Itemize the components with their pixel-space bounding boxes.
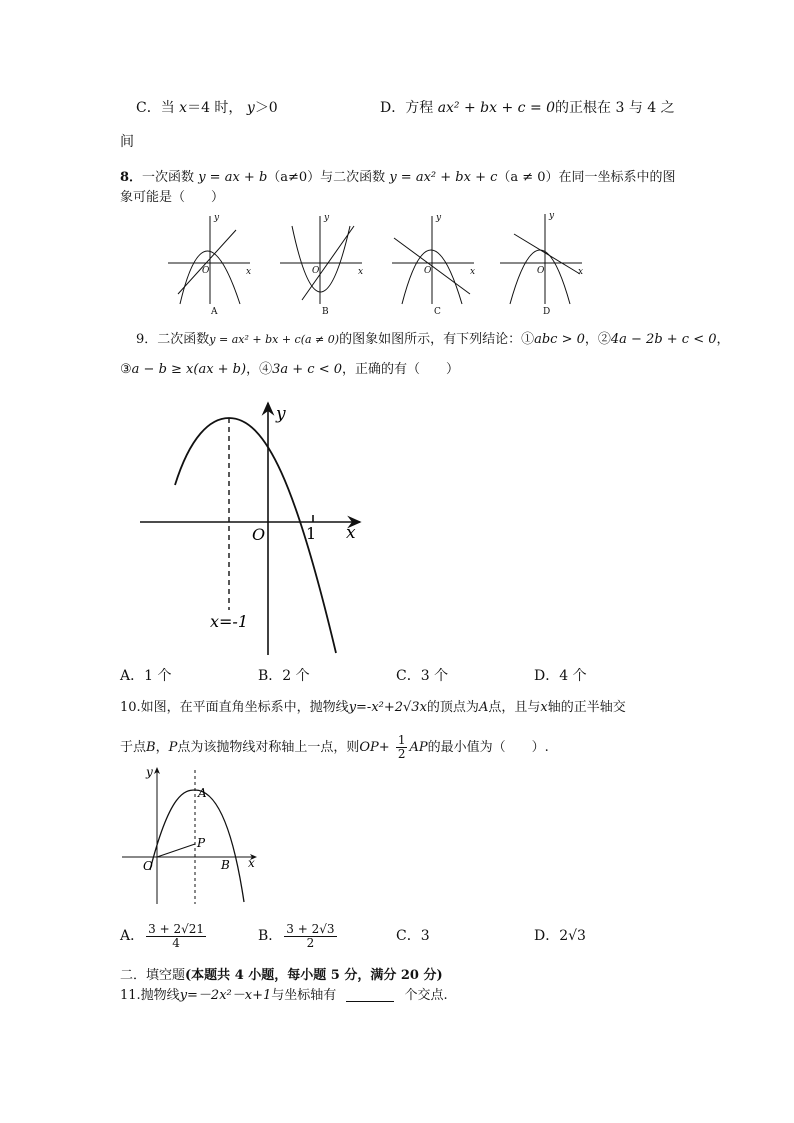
q8-b-o: O (312, 266, 320, 276)
q11-stem (120, 986, 448, 1006)
q7-d-equation: ax² + bx + c = 0 (437, 100, 556, 116)
q8-b-y: y (324, 213, 330, 223)
q7-c-eq: ＝4 时， (187, 100, 243, 116)
q9-option-a: A．1 个 (120, 668, 172, 684)
q10-b-pre: B． (258, 928, 283, 944)
q10-l2-end: 的最小值为（ ）. (427, 740, 549, 755)
q10-pre: 10.如图，在平面直角坐标系中，抛物线 (120, 700, 349, 715)
q9-label-x: x (346, 523, 356, 543)
q8-c-y: y (436, 213, 442, 223)
q7-d-prefix: D．方程 (380, 100, 434, 116)
q9-conclusion-3: a − b ≥ x(ax + b) (131, 362, 247, 377)
q7-c-x: x (179, 100, 188, 116)
q9-label-one: 1 (306, 524, 317, 543)
q8-cond2: （a ≠ 0）在同一坐标系中的图 (497, 170, 676, 185)
q8-label-b: B (322, 307, 329, 317)
q9-stem-line2 (120, 360, 459, 380)
q10-option-b (258, 920, 339, 952)
q9-conclusion-1: abc > 0 (534, 332, 585, 347)
q10-function: y=-x²+2√3x (348, 700, 427, 715)
q7-option-d (380, 98, 675, 118)
q9-pre: 9．二次函数 (136, 332, 210, 347)
q8-graph-d (500, 214, 582, 304)
q8-a-o: O (202, 266, 210, 276)
q10-a-pre: A． (120, 928, 145, 944)
section-2-title: 二．填空题 (120, 968, 186, 983)
q10-P: P (168, 740, 178, 755)
q8-graph-b (280, 216, 362, 304)
q10-segment-op (157, 844, 195, 857)
q7-c-prefix: C．当 (136, 100, 175, 116)
q11-mid: 与坐标轴有 (271, 988, 337, 1003)
q9-label-axis: x=-1 (210, 612, 249, 631)
q7-option-c (136, 98, 278, 118)
q10-label-b: B (221, 858, 230, 872)
q8-graph-a (168, 216, 250, 304)
q9-figure (0, 395, 794, 665)
q10-b-num: 3 + 2√3 (286, 921, 335, 936)
q8-a-x: x (246, 267, 252, 277)
q10-plus: + (378, 740, 390, 755)
q9-sep1: ，② (584, 332, 611, 347)
section-2-note: (本题共 4 小题，每小题 5 分，满分 20 分) (185, 968, 443, 983)
q10-option-d: D．2√3 (534, 928, 586, 944)
q9-function: y = ax² + bx + c(a ≠ 0) (209, 333, 340, 346)
q9-option-d: D．4 个 (534, 668, 587, 684)
q8-linear-function: y = ax + b (198, 170, 268, 185)
q10-a-den: 4 (172, 935, 180, 950)
q8-c-o: O (424, 266, 432, 276)
q8-c-x: x (470, 267, 476, 277)
q10-stem-line1 (120, 698, 626, 718)
q9-option-c: C．3 个 (396, 668, 449, 684)
q10-l2-mid: ， (155, 740, 169, 755)
q9-option-b: B．2 个 (258, 668, 310, 684)
q9-label-origin: O (252, 525, 266, 544)
q8-stem-line1 (120, 168, 676, 188)
q11-end: 个交点. (404, 988, 448, 1003)
q10-b-den: 2 (306, 935, 315, 950)
q10-l2-mid2: 点为该抛物线对称轴上一点，则 (177, 740, 360, 755)
q8-d-x: x (578, 267, 584, 277)
q10-frac-num: 1 (397, 733, 406, 747)
q10-mid: 的顶点为 (426, 700, 479, 715)
q9-conclusion-2: 4a − 2b + c < 0 (610, 332, 717, 347)
q7-d-rest: 的正根在 3 与 4 之 (555, 100, 675, 116)
q8-a-y: y (214, 213, 220, 223)
q10-stem-line2 (120, 733, 549, 763)
q10-label-x: x (248, 856, 255, 870)
q8-pre: 一次函数 (142, 170, 195, 185)
q8-stem-line2: 象可能是（ ） (120, 190, 225, 205)
q8-label-a: A (211, 307, 218, 317)
q8-d-o: O (537, 266, 545, 276)
q9-c3-pre: ③ (120, 362, 132, 377)
q10-label-y: y (146, 765, 153, 779)
section-2-heading (120, 966, 443, 986)
q10-a-num: 3 + 2√21 (148, 921, 204, 936)
q8-quadratic-function: y = ax² + bx + c (389, 170, 498, 185)
q8-label-d: D (543, 307, 551, 317)
q9-c4-pre: ，④ (246, 362, 273, 377)
q9-end: ，正确的有（ ） (342, 362, 460, 377)
q10-x: x (540, 700, 548, 715)
q10-l2-pre: 于点 (120, 740, 147, 755)
q10-A: A (478, 700, 489, 715)
q9-stem-line1 (136, 330, 730, 350)
q8-cond1: （a≠0）与二次函数 (267, 170, 386, 185)
q10-figure (0, 762, 794, 912)
q10-frac-den: 2 (397, 747, 406, 761)
q10-a-fraction (146, 923, 206, 950)
q8-number: 8． (120, 170, 143, 185)
q8-graph-c (392, 216, 474, 304)
q8-label-c: C (434, 307, 441, 317)
q11-pre: 11.抛物线 (120, 988, 180, 1003)
q9-label-y: y (276, 404, 286, 424)
q10-label-o: O (143, 859, 153, 873)
q8-d-y: y (549, 211, 555, 221)
q10-half-fraction (396, 734, 408, 761)
q10-option-a (120, 920, 208, 952)
q10-mid2: 点，且与 (488, 700, 541, 715)
q10-label-a: A (198, 786, 207, 800)
q10-OP: OP (359, 740, 379, 755)
q10-end: 轴的正半轴交 (547, 700, 626, 715)
q10-B: B (146, 740, 156, 755)
q7-c-rel: ＞0 (254, 100, 278, 116)
q7-option-d-continued: 间 (120, 134, 134, 150)
q9-conclusion-4: 3a + c < 0 (272, 362, 342, 377)
q10-b-fraction (284, 923, 336, 950)
q7-c-y: y (246, 100, 255, 116)
q10-option-c: C．3 (396, 928, 430, 944)
q8-b-x: x (358, 267, 364, 277)
q10-label-p: P (197, 836, 206, 850)
q8-graph-options (0, 208, 794, 318)
q10-AP: AP (409, 740, 428, 755)
q9-sep2: ， (716, 332, 730, 347)
q11-answer-blank[interactable] (346, 987, 394, 1002)
q11-function: y=－2x²－x+1 (179, 988, 272, 1003)
q9-mid: 的图象如图所示，有下列结论：① (339, 332, 535, 347)
